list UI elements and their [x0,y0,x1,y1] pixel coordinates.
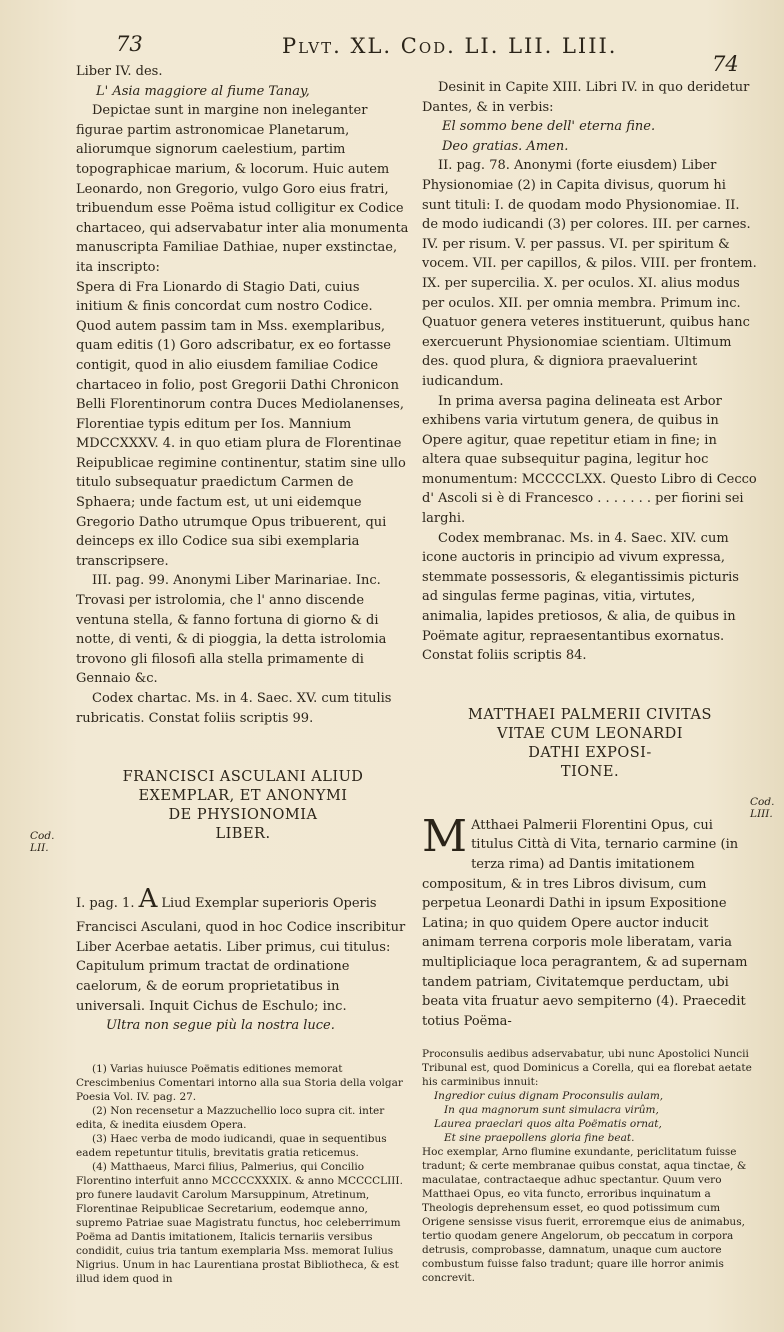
verse-line: L' Asia maggiore al fiume Tanay, [96,83,310,99]
heading-line: DATHI EXPOSI- [528,744,652,761]
paragraph: Liber IV. des. [76,64,163,79]
verse-line: In qua magnorum sunt simulacra virûm, [444,1104,659,1117]
right-column [422,78,758,1285]
footnote: (3) Haec verba de modo iudicandi, quae in sequentibus eadem repetuntur titulis, brevitatis gratia reticemus. [76,1132,387,1159]
footnote: Proconsulis aedibus adservabatur, ubi nunc Apostolici Nuncii Tribunal est, quod Dominicus a Corella, qui ea florebat aetate his carminibus innuit: [422,1048,752,1089]
drop-cap: A [138,884,158,915]
footnote: (4) Matthaeus, Marci filius, Palmerius, qui Concilio Florentino interfuit anno MCCCCXXXIX. & anno MCCCCLIII. pro funere laudavit Carolum Marsuppinum, Atretinum, Florentinae Reipublicae Secretarium, eodemque anno, supremo Patriae suae Magistratu functus, hoc celeberrimum Poëma ad Dantis imitationem, Italicis ternariis versibus condidit, cuius tria tantum exemplaria Mss. memorat Iulius Nigrius. Unum in hac Laurentiana prostat Bibliotheca, & est illud idem quod in [76,1160,403,1285]
heading-line: EXEMPLAR, ET ANONYMI [138,788,348,805]
paragraph: Desinit in Capite XIII. Libri IV. in quo deridetur Dantes, & in verbis: [422,80,750,115]
footnote: (1) Varias huiusce Poëmatis editiones memorat Crescimbenius Comentari intorno alla sua Storia della volgar Poesia Vol. IV. pag. 27. [76,1062,403,1103]
section-paragraph [76,880,410,1016]
left-page-number: 73 [116,32,143,56]
section-lead: I. pag. 1. [76,896,135,912]
paragraph: II. pag. 78. Anonymi (forte eiusdem) Liber Physionomiae (2) in Capita divisus, quorum hi sunt tituli: I. de quodam modo Physionomiae. II. de modo iudicandi (3) per colores. III. per carnes. IV. per risum. V. per passus. VI. per spiritum & vocem. VII. per capillos, & pilos. VIII. per frontem. IX. per supercilia. X. per oculos. XI. alius modus per oculos. XII. per omnia membra. Primum inc. Quatuor genera veteres instituerunt, quibus hanc exercuerunt Physionomiae scientiam. Ultimum des. quod plura, & digniora praevaluerint iudicandum. [422,158,757,389]
verse-line: El sommo bene dell' eterna fine. [442,119,656,135]
heading-line: LIBER. [215,826,271,843]
margin-note-right: Cod. LIII. [750,796,775,820]
paragraph: In prima aversa pagina delineata est Arbor exhibens varia virtutum genera, de quibus in Opere agitur, quae repetitur etiam in fine; in altera quae subsequitur pagina, legitur hoc monumentum: MCCCCLXX. Questo Libro di Cecco d' Ascoli si è di Francesco . . . . . . . per fiorini sei larghi. [422,393,757,527]
verse-line: Et sine praepollens gloria fine beat. [444,1132,635,1145]
paragraph: Codex membranac. Ms. in 4. Saec. XIV. cum icone auctoris in principio ad vivum expressa, stemmate possessoris, & elegantissimis picturis ad singulas ferme paginas, vitia, virtutes, animalia, lapides pretiosos, & alia, de quibus in Poëmate agitur, repraesentantibus exornatus. Constat foliis scriptis 84. [422,530,739,664]
section-body: Atthaei Palmerii Florentini Opus, cui titulus Città di Vita, ternario carmine (in terza rima) ad Dantis imitationem compositum, & in tres Libros divisum, cum perpetua Leonardi Dathi in ipsum Expositione Latina; in quo quidem Opere auctor inducit animam terrena corporis mole liberatam, varia multipliciaque loca peragrantem, & ad supernam tandem patriam, Civitatemque perductam, ubi beata vita fruatur aevo sempiterno (4). Praecedit totius Poëma- [422,817,748,1029]
footnote-continuation [422,1047,758,1285]
heading-line: TIONE. [560,763,620,780]
section-heading [422,706,758,782]
verse-line: Deo gratias. Amen. [442,138,569,154]
footnote: Hoc exemplar, Arno flumine exundante, periclitatum fuisse tradunt; & certe membranae quibus constat, aqua tinctae, & maculatae, contractaeque adhuc spectantur. Quum vero Matthaei Opus, eo vita functo, erroribus inquinatum a Theologis deprehensum esset, eo quod potissimum cum Origene sensisse visus fuerit, erroremque eius de animabus, tertio quodam genere Angelorum, ob peccatum in corpora detrusis, comprobasse, damnatum, unaque cum auctore combustum fuisse falso tradunt; quare ille horror animis concrevit. [422,1146,747,1285]
heading-line: VITAE CUM LEONARDI [496,725,684,742]
section-heading [76,768,410,844]
section-paragraph [422,810,758,1032]
margin-note-left: Cod. LII. [30,830,55,854]
heading-line: FRANCISCI ASCULANI ALIUD [122,769,364,786]
left-column [76,62,410,1286]
verse-line: Laurea praeclari quos alta Poëmatis ornat, [434,1118,662,1131]
paragraph: III. pag. 99. Anonymi Liber Marinariae. Inc. Trovasi per istrolomia, che l' anno discende ventuna stella, & fanno fortuna di giorno & di notte, di venti, & di pioggia, la detta istrolomia trovono gli filosofi alla stella primamente di Gennaio &c. [76,573,387,687]
drop-cap: M [422,810,468,862]
right-page-number: 74 [712,52,739,76]
footnote: (2) Non recensetur a Mazzuchellio loco supra cit. inter edita, & inedita eiusdem Opera. [76,1104,385,1131]
paragraph: Spera di Fra Lionardo di Stagio Dati, cuius initium & finis concordat cum nostro Codice. Quod autem passim tam in Mss. exemplaribus, quam editis (1) Goro adscribatur, ex eo fortasse contigit, quod in alio eiusdem familiae Codice chartaceo in folio, post Gregorii Dathi Chronicon Belli Florentinorum contra Duces Mediolanenses, Florentiae typis editum per Ios. Mannium MDCCXXXV. 4. in quo etiam plura de Florentinae Reipublicae regimine continentur, statim sine ullo titulo subsequatur praedictum Carmen de Sphaera; unde factum est, ut uni eidemque Gregorio Datho utrumque Opus tribuerent, qui deinceps ex illo Codice sua sibi exemplaria transcripsere. [76,279,406,569]
footnotes [76,1062,410,1286]
section-body: Liud Exemplar superioris Operis Francisci Asculani, quod in hoc Codice inscribitur Liber Acerbae aetatis. Liber primus, cui titulus: Capitulum primum tractat de ordinatione caelorum, & de eorum proprietatibus in universali. Inquit Cichus de Eschulo; inc. [76,896,406,1014]
verse-line: Ingredior cuius dignam Proconsulis aulam, [434,1090,664,1103]
paragraph: Codex chartac. Ms. in 4. Saec. XV. cum titulis rubricatis. Constat foliis scriptis 99. [76,691,392,726]
heading-line: DE PHYSIONOMIA [168,807,318,824]
running-title: Plvt. XL. Cod. LI. LII. LIII. [282,34,618,58]
heading-line: MATTHAEI PALMERII CIVITAS [468,706,712,723]
verse-line: Ultra non segue più la nostra luce. [106,1018,335,1034]
paragraph: Depictae sunt in margine non ineleganter figurae partim astronomicae Planetarum, aliorumque signorum caelestium, partim topographicae marium, & locorum. Huic autem Leonardo, non Gregorio, vulgo Goro eius fratri, tribuendum esse Poëma istud colligitur ex Codice chartaceo, qui adservabatur inter alia monumenta manuscripta Familiae Dathiae, nuper exstinctae, ita inscripto: [76,103,409,275]
